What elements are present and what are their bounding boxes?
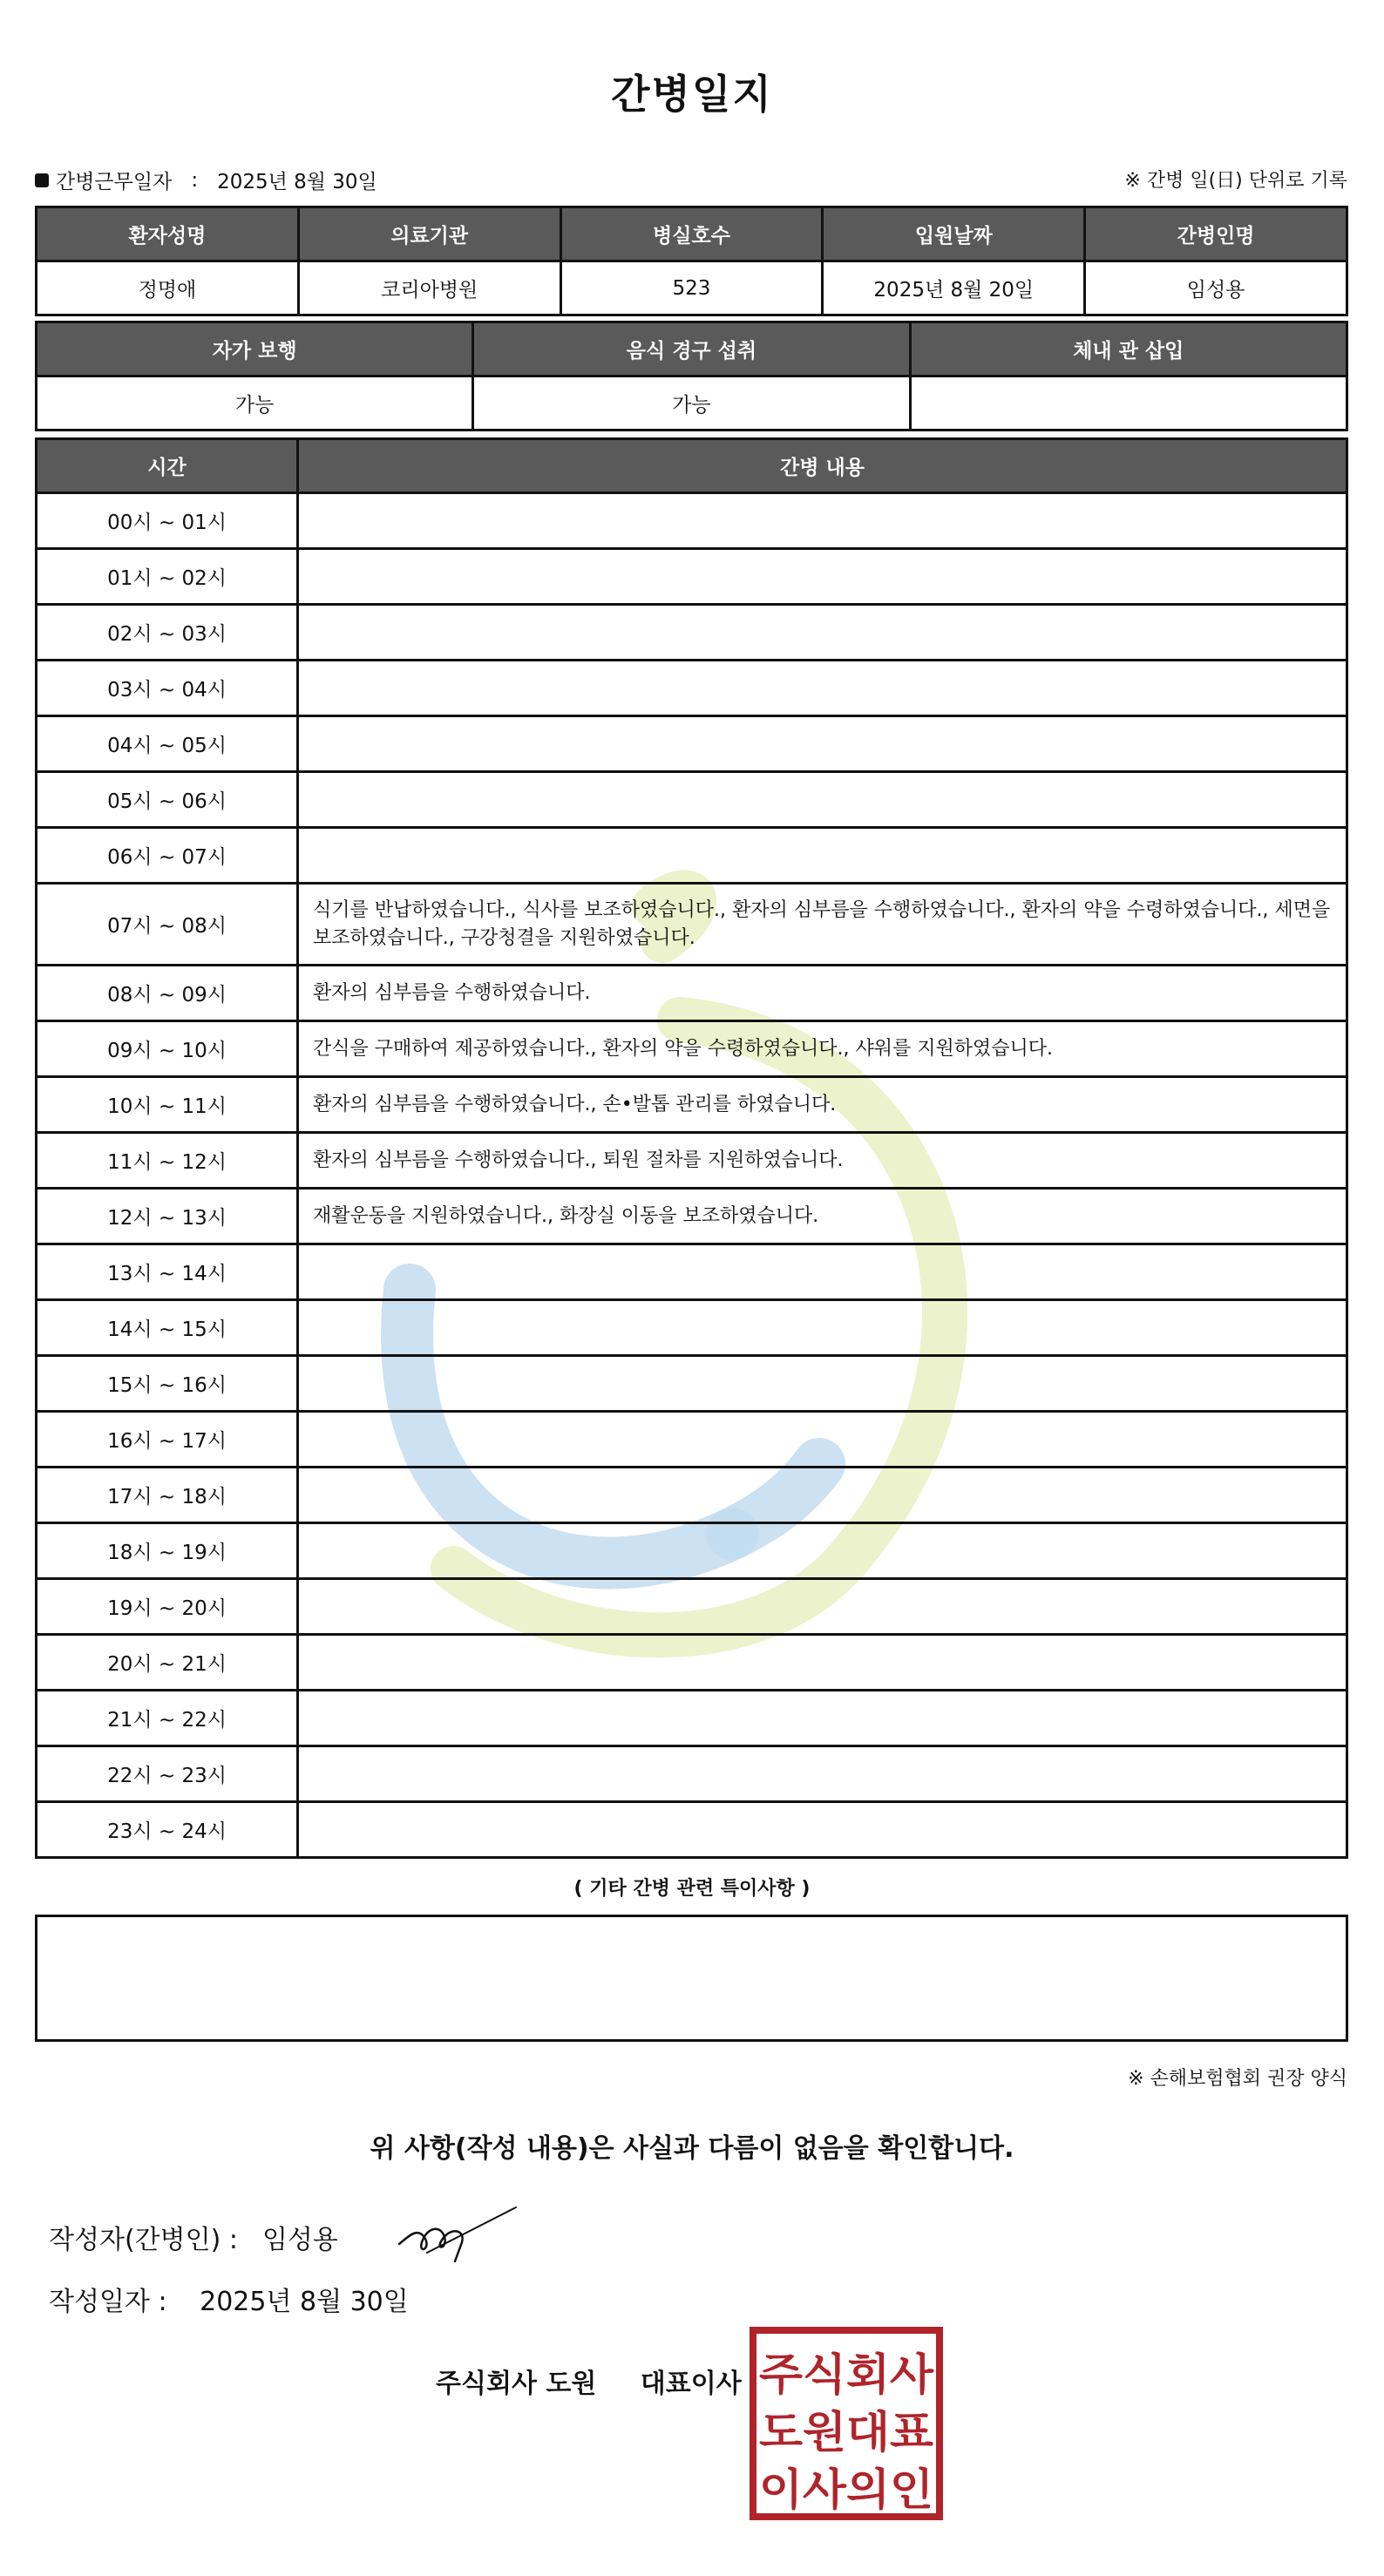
written-date-row <box>49 2280 409 2318</box>
care-log-time: 17시 ~ 18시 <box>37 1468 298 1523</box>
signature-mark <box>392 2200 523 2270</box>
care-log-time: 14시 ~ 15시 <box>37 1300 298 1356</box>
svg-text:도원대표: 도원대표 <box>759 2407 934 2457</box>
care-log-row <box>37 1189 1347 1244</box>
care-log-time: 22시 ~ 23시 <box>37 1746 298 1802</box>
care-log-row <box>37 1579 1347 1635</box>
care-log-content <box>298 716 1347 772</box>
care-log-row <box>37 1077 1347 1133</box>
company-ceo-title: 대표이사 <box>640 2369 742 2399</box>
care-log-time: 03시 ~ 04시 <box>37 661 298 716</box>
care-log-row <box>37 1133 1347 1189</box>
care-log-row <box>37 1412 1347 1468</box>
care-log-time: 00시 ~ 01시 <box>37 493 298 549</box>
care-log-time: 13시 ~ 14시 <box>37 1244 298 1300</box>
care-log-time: 20시 ~ 21시 <box>37 1635 298 1691</box>
care-log-row <box>37 493 1347 549</box>
header-tube-insertion: 체내 관 삽입 <box>910 322 1347 376</box>
care-log-content <box>298 605 1347 661</box>
care-log-content <box>298 1300 1347 1356</box>
care-log-content: 환자의 심부름을 수행하였습니다. <box>298 966 1347 1021</box>
care-log-content: 환자의 심부름을 수행하였습니다., 손•발톱 관리를 하였습니다. <box>298 1077 1347 1133</box>
care-log-content: 식기를 반납하였습니다., 식사를 보조하였습니다., 환자의 심부름을 수행하였습니다., 환자의 약을 수령하였습니다., 세면을 보조하였습니다., 구강청결을 지원하였습니다. <box>298 884 1347 966</box>
work-date-label: 간병근무일자 <box>56 171 173 193</box>
company-signoff <box>436 2362 742 2400</box>
care-log-table <box>35 437 1348 1859</box>
svg-text:주식회사: 주식회사 <box>759 2349 934 2400</box>
care-log-row <box>37 1802 1347 1858</box>
header-room-number: 병실호수 <box>560 207 823 261</box>
care-log-content <box>298 1691 1347 1746</box>
care-log-row <box>37 1523 1347 1579</box>
care-log-time: 07시 ~ 08시 <box>37 884 298 966</box>
tube-insertion-value <box>910 376 1347 430</box>
care-log-row <box>37 549 1347 605</box>
unit-note: ※ 간병 일(日) 단위로 기록 <box>1124 170 1347 192</box>
care-log-row <box>37 966 1347 1021</box>
care-log-time: 01시 ~ 02시 <box>37 549 298 605</box>
care-log-content <box>298 1802 1347 1858</box>
care-log-time: 12시 ~ 13시 <box>37 1189 298 1244</box>
work-date-row <box>35 166 377 194</box>
care-log-row <box>37 661 1347 716</box>
written-date-label: 작성일자 : <box>49 2287 167 2317</box>
special-notes-label: ( 기타 간병 관련 특이사항 ) <box>573 1878 811 1900</box>
oral-intake-value: 가능 <box>473 376 910 430</box>
written-date-value: 2025년 8월 30일 <box>200 2287 409 2317</box>
care-log-time: 10시 ~ 11시 <box>37 1077 298 1133</box>
care-log-content: 환자의 심부름을 수행하였습니다., 퇴원 절차를 지원하였습니다. <box>298 1133 1347 1189</box>
care-log-content <box>298 1244 1347 1300</box>
care-log-row <box>37 716 1347 772</box>
svg-text:이사의인: 이사의인 <box>759 2464 933 2515</box>
confirmation-statement: 위 사항(작성 내용)은 사실과 다름이 없음을 확인합니다. <box>370 2133 1014 2164</box>
work-date-value: 2025년 8월 30일 <box>217 171 377 193</box>
care-log-content: 간식을 구매하여 제공하였습니다., 환자의 약을 수령하였습니다., 샤워를 지원하였습니다. <box>298 1021 1347 1077</box>
care-log-time: 21시 ~ 22시 <box>37 1691 298 1746</box>
care-log-content <box>298 661 1347 716</box>
care-log-time: 23시 ~ 24시 <box>37 1802 298 1858</box>
care-log-content <box>298 1468 1347 1523</box>
care-log-content <box>298 549 1347 605</box>
care-log-content <box>298 1356 1347 1412</box>
care-log-content <box>298 1412 1347 1468</box>
header-care-content: 간병 내용 <box>298 439 1347 493</box>
care-log-time: 16시 ~ 17시 <box>37 1412 298 1468</box>
walking-value: 가능 <box>37 376 473 430</box>
header-walking: 자가 보행 <box>37 322 473 376</box>
status-info-table <box>35 321 1348 431</box>
care-log-time: 06시 ~ 07시 <box>37 828 298 884</box>
writer-row <box>49 2218 338 2256</box>
care-log-row <box>37 1746 1347 1802</box>
care-log-row <box>37 1635 1347 1691</box>
care-log-row <box>37 1356 1347 1412</box>
patient-info-table <box>35 206 1348 316</box>
patient-name-value: 정명애 <box>37 261 299 315</box>
special-notes-box <box>35 1915 1348 2042</box>
writer-name: 임성용 <box>261 2225 338 2255</box>
header-time: 시간 <box>37 439 298 493</box>
writer-label: 작성자(간병인) : <box>49 2225 238 2255</box>
care-log-content <box>298 1523 1347 1579</box>
care-log-row <box>37 1021 1347 1077</box>
care-log-row <box>37 605 1347 661</box>
care-log-row <box>37 1468 1347 1523</box>
care-log-content <box>298 1635 1347 1691</box>
care-log-content <box>298 1746 1347 1802</box>
care-log-row <box>37 828 1347 884</box>
care-log-content: 재활운동을 지원하였습니다., 화장실 이동을 보조하였습니다. <box>298 1189 1347 1244</box>
care-log-row <box>37 884 1347 966</box>
page-title: 간병일지 <box>611 71 773 118</box>
association-note: ※ 손해보험협회 권장 양식 <box>1128 2068 1347 2090</box>
care-log-time: 19시 ~ 20시 <box>37 1579 298 1635</box>
care-log-time: 15시 ~ 16시 <box>37 1356 298 1412</box>
company-name: 주식회사 도원 <box>436 2369 597 2399</box>
care-log-time: 04시 ~ 05시 <box>37 716 298 772</box>
care-log-row <box>37 1691 1347 1746</box>
company-seal <box>750 2327 943 2520</box>
care-log-time: 05시 ~ 06시 <box>37 772 298 828</box>
care-log-row <box>37 1300 1347 1356</box>
care-log-content <box>298 1579 1347 1635</box>
care-log-time: 11시 ~ 12시 <box>37 1133 298 1189</box>
caregiver-name-value: 임성용 <box>1085 261 1347 315</box>
work-date-separator: : <box>191 168 199 192</box>
care-log-content <box>298 772 1347 828</box>
header-patient-name: 환자성명 <box>37 207 299 261</box>
header-admission-date: 입원날짜 <box>823 207 1085 261</box>
care-log-row <box>37 772 1347 828</box>
admission-date-value: 2025년 8월 20일 <box>823 261 1085 315</box>
care-log-row <box>37 1244 1347 1300</box>
care-log-content <box>298 493 1347 549</box>
care-log-content <box>298 828 1347 884</box>
header-oral-intake: 음식 경구 섭취 <box>473 322 910 376</box>
care-log-time: 02시 ~ 03시 <box>37 605 298 661</box>
hospital-value: 코리아병원 <box>298 261 560 315</box>
care-log-time: 18시 ~ 19시 <box>37 1523 298 1579</box>
room-number-value: 523 <box>560 261 823 315</box>
care-log-time: 08시 ~ 09시 <box>37 966 298 1021</box>
care-log-time: 09시 ~ 10시 <box>37 1021 298 1077</box>
bullet-square-icon <box>35 173 49 187</box>
header-caregiver-name: 간병인명 <box>1085 207 1347 261</box>
header-hospital: 의료기관 <box>298 207 560 261</box>
